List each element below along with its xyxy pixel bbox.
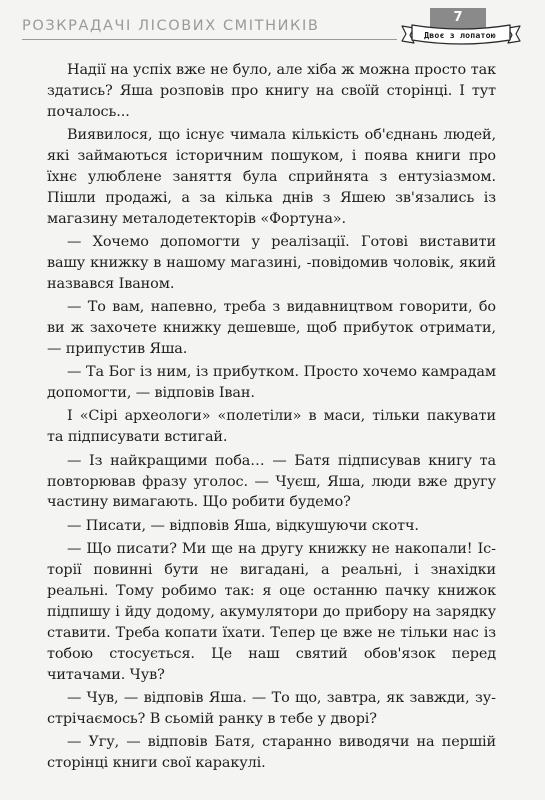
paragraph: Виявилося, що існує чимала кількість об'єднань людей, які займаються історичним пошуком, і поява книги про їхнє улюблене заняття була сприйнята з ентузіазмом. Пішли продажі, а за кілька днів з Яшею зв'язались із магазину металодетекторів «Фортуна».	[47, 127, 496, 227]
page-header	[22, 8, 522, 48]
paragraph: І «Сірі археологи» «полетіли» в маси, тільки пакувати та підписувати встигай.	[47, 408, 496, 446]
page-number: 7	[453, 10, 463, 25]
paragraph: — Писати, — відповів Яша, відкушуючи скотч.	[67, 517, 419, 534]
paragraph: — Угу, — відповів Батя, старанно виводячи на першій сторінці книги свої каракулі.	[47, 734, 496, 771]
page-number-badge	[400, 8, 522, 48]
paragraph: — Чув, — відповів Яша. — То що, завтра, як завжди, зустрічаємось? В сьомій ранку в тебе у дворі?	[47, 689, 496, 727]
paragraph: Надії на успіх вже не було, але хіба ж можна просто так здатись? Яша розповів про книгу на своїй сторінці. І тут почалось...	[47, 62, 496, 120]
body-text	[47, 60, 496, 776]
badge-label: Двоє з лопатою	[424, 30, 496, 40]
paragraph: — Що писати? Ми ще на другу книжку не накопали! Історії повинні бути не вигадані, а реальні, і знахідки реальні. Тому робимо так: я оце останню пачку книжок підпишу і йду додому, акумулятори до прибору на зарядку ставити. Треба копати їхати. Тепер це вже не тільки нас із тобою стосується. Це наш святий обов'язок перед читачами. Чув?	[47, 541, 496, 683]
header-rule	[22, 39, 397, 40]
running-title: РОЗКРАДАЧІ ЛІСОВИХ СМІТНИКІВ	[22, 18, 320, 34]
paragraph: — То вам, напевно, треба з видавництвом говорити, бо ви ж захочете книжку дешевше, щоб прибуток отримати, — припустив Яша.	[47, 299, 496, 357]
paragraph: — Та Бог із ним, із прибутком. Просто хочемо камрадам допомогти, — відповів Іван.	[47, 364, 496, 402]
paragraph: — Хочемо допомогти у реалізації. Готові виставити вашу книжку в нашому магазині, -повідомив чоловік, який назвався Іваном.	[47, 234, 496, 292]
paragraph: — Із найкращими поба… — Батя підписував книгу та повторював фразу уголос. — Чуєш, Яша, люди вже другу частину вимагають. Що робити будемо?	[47, 452, 496, 511]
